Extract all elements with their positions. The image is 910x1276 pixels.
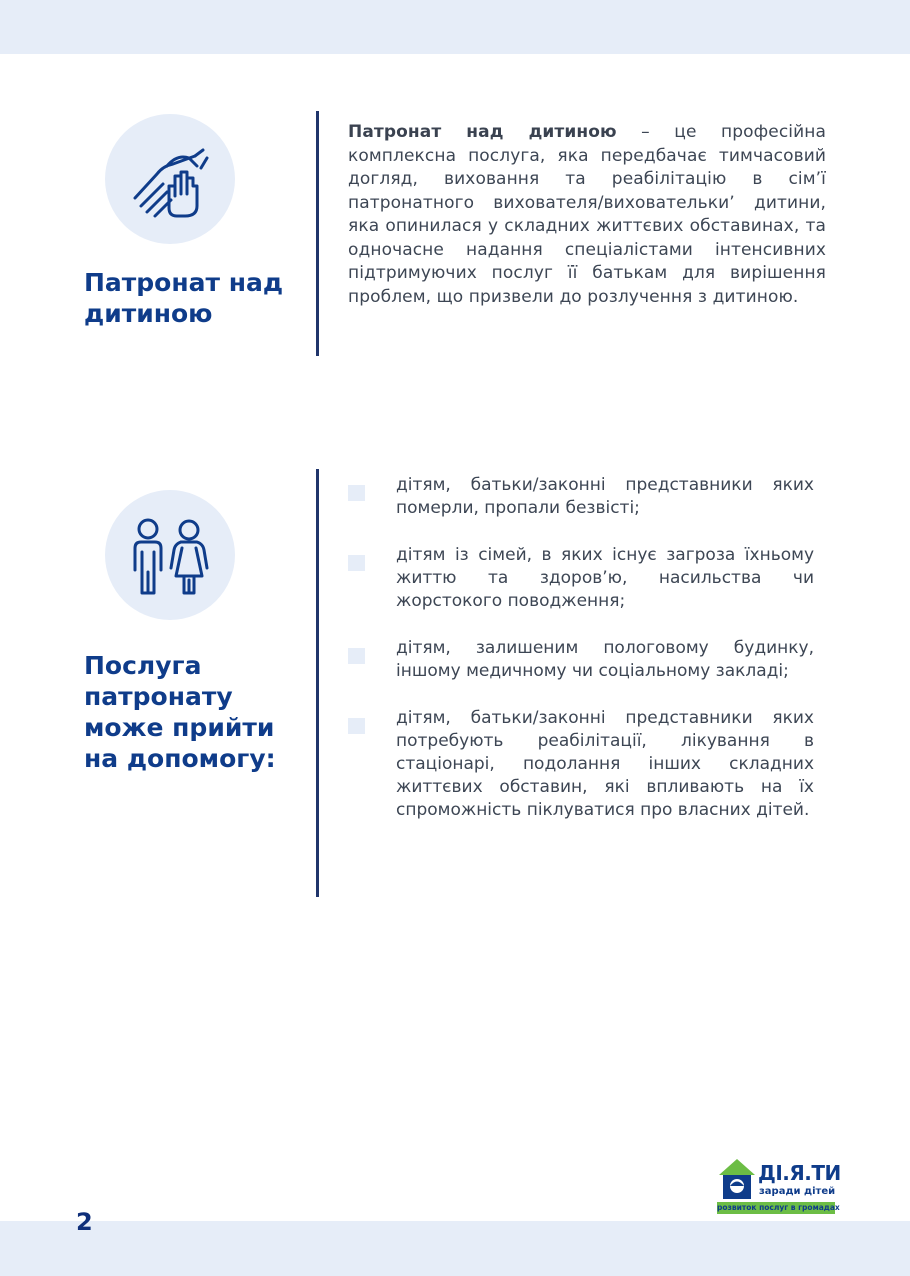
section2-heading-line1: Послуга: [84, 651, 202, 680]
list-item: [348, 707, 814, 822]
logo-subtitle: заради дітей: [759, 1186, 836, 1197]
section2-heading-line3: може прийти: [84, 713, 275, 742]
section2-heading-line4: на допомогу:: [84, 744, 276, 773]
help-list: [348, 474, 814, 822]
logo-strip: розвиток послуг в громадах: [717, 1203, 840, 1212]
bullet-square: [348, 718, 365, 734]
logo: [717, 1157, 841, 1217]
section1-definition: [348, 121, 826, 309]
section1-heading: [84, 267, 304, 329]
section2-heading: [84, 650, 304, 774]
list-item-text: дітям, залишеним пологовому будинку, іншому медичному чи соціальному закладі;: [396, 638, 814, 681]
section1-divider: [316, 111, 319, 356]
page-number: 2: [76, 1208, 93, 1236]
list-item: [348, 544, 814, 613]
bullet-square: [348, 485, 365, 501]
hands-icon-circle: [105, 114, 235, 244]
logo-brand: ДІ.Я.ТИ: [758, 1161, 841, 1185]
section1-heading-line2: дитиною: [84, 299, 213, 328]
list-item: [348, 474, 814, 520]
hands-icon: [105, 114, 235, 244]
children-icon-circle: [105, 490, 235, 620]
list-item-text: дітям, батьки/законні представники яких потребують реабілітації, лікування в стаціонарі, подолання інших складних життєвих обставин, які впливають на їх спроможність піклуватися про власних дітей.: [396, 708, 814, 820]
list-item-text: дітям, батьки/законні представники яких померли, пропали безвісті;: [396, 475, 814, 518]
bottom-band: [0, 1221, 910, 1276]
section2-heading-line2: патронату: [84, 682, 233, 711]
bullet-square: [348, 555, 365, 571]
children-icon: [105, 490, 235, 620]
list-item-text: дітям із сімей, в яких існує загроза їхньому життю та здоров’ю, насильства чи жорстокого поводження;: [396, 545, 814, 611]
list-item: [348, 637, 814, 683]
section2-divider: [316, 469, 319, 897]
section1-term: Патронат над дитиною: [348, 122, 617, 142]
section1-definition-text: – це професійна комплексна послуга, яка передбачає тимчасовий догляд, виховання та реабілітацію в сім’ї патронатного вихователя/вихователькиʼ дитини, яка опинилася у складних життєвих обставинах, та одночасне надання спеціалістами інтенсивних підтримуючих послуг її батькам для вирішення проблем, що призвели до розлучення з дитиною.: [348, 122, 826, 307]
section1-heading-line1: Патронат над: [84, 268, 284, 297]
top-band: [0, 0, 910, 54]
house-logo-icon: [717, 1157, 757, 1203]
bullet-square: [348, 648, 365, 664]
